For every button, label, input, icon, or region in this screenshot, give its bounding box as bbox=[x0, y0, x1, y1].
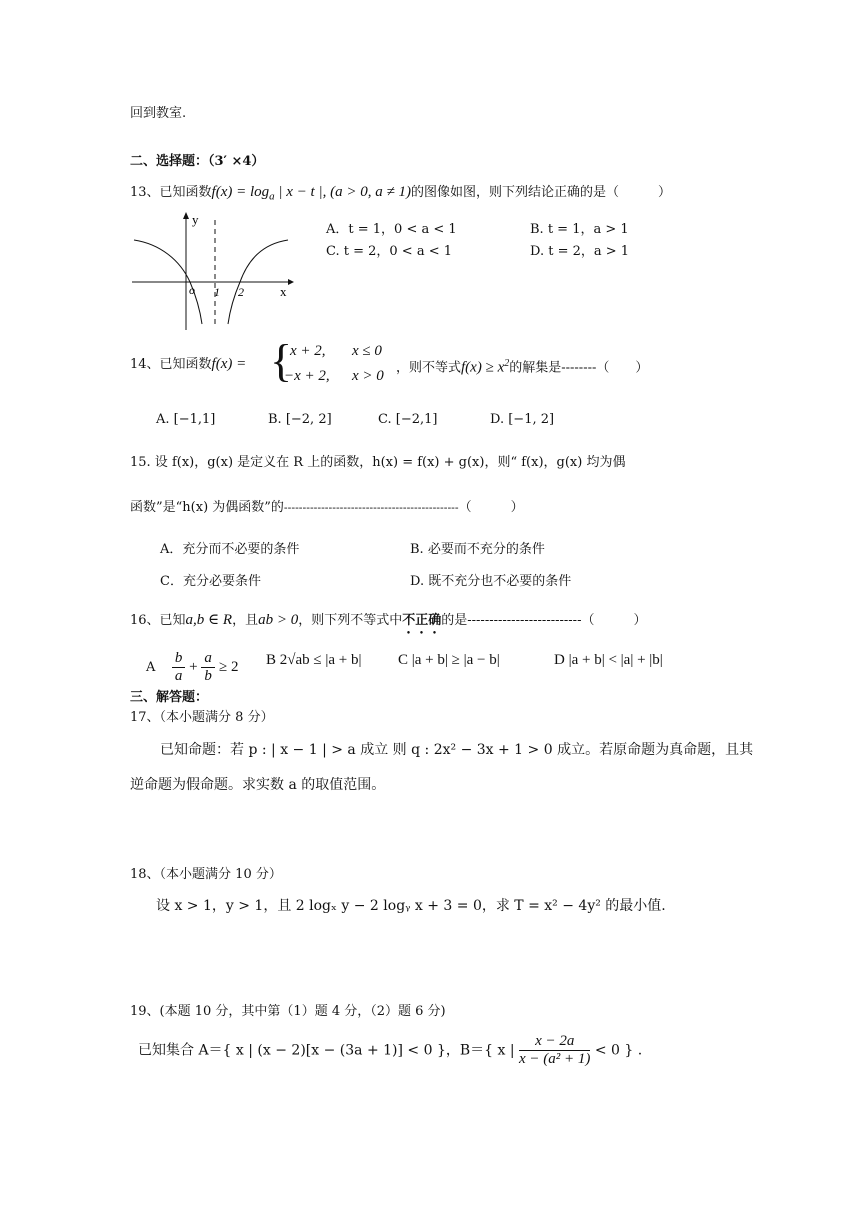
q15-line2-a: 函数”是“h(x) 为偶函数”的 bbox=[130, 500, 284, 515]
q16-emphasis: 不正确 bbox=[402, 613, 442, 628]
q14-rest bbox=[396, 354, 648, 378]
q13-prefix: 13、已知函数 bbox=[130, 185, 212, 200]
q16-cond: a,b ∈ R bbox=[185, 612, 233, 628]
q14-cond2: x > 0 bbox=[352, 368, 384, 384]
q13-graph bbox=[130, 210, 300, 334]
q16-option-c: C |a + b| ≥ |a − b| bbox=[398, 652, 500, 668]
section3-heading: 三、解答题： bbox=[130, 690, 209, 705]
q15-line2-b: （ ） bbox=[458, 500, 524, 515]
q19-frac-den: x − (a² + 1) bbox=[519, 1051, 591, 1067]
q13-formula2: | x − t |, (a > 0, a ≠ 1) bbox=[274, 184, 411, 200]
q14-ineq: f(x) ≥ x bbox=[461, 359, 505, 376]
q15-option-c: C．充分必要条件 bbox=[160, 574, 261, 589]
q14-fx: f(x) = bbox=[211, 356, 247, 372]
q14-option-c: C. [−2,1] bbox=[378, 412, 438, 427]
q18-line1: 设 x > 1，y > 1，且 2 logₓ y − 2 logᵧ x + 3 = 0，求 T = x² − 4y² 的最小值. bbox=[156, 898, 666, 914]
q13-option-a: A．t = 1，0 < a < 1 bbox=[326, 222, 457, 237]
q19-sets bbox=[138, 1033, 642, 1068]
q16-option-d: D |a + b| < |a| + |b| bbox=[554, 652, 663, 668]
q19-setA: 已知集合 A＝{ x | (x − 2)[x − (3a + 1)] < 0 }，B＝{ x | bbox=[138, 1042, 515, 1059]
q14-option-a: A. [−1,1] bbox=[156, 412, 216, 427]
q13-graph-tick-1: 1 bbox=[214, 285, 220, 299]
q13-graph-origin: o bbox=[189, 283, 195, 297]
q13-formula: f(x) = log bbox=[211, 184, 270, 200]
q13-formula-sub: a bbox=[269, 190, 275, 203]
q14-ineq-sup: 2 bbox=[504, 358, 510, 369]
q16-cond2: ab > 0 bbox=[258, 612, 299, 628]
q19-tail: < 0 } . bbox=[594, 1042, 643, 1059]
q14-case1: x + 2, bbox=[290, 343, 326, 359]
q15-option-a: A．充分而不必要的条件 bbox=[160, 542, 300, 557]
q15-option-b: B. 必要而不充分的条件 bbox=[410, 542, 545, 557]
q16-suffix: 的是--------------------------（ ） bbox=[441, 613, 647, 628]
q14-option-b: B. [−2, 2] bbox=[268, 412, 332, 427]
q15-line2 bbox=[130, 498, 524, 518]
q14-suffix: 的解集是--------（ ） bbox=[509, 360, 649, 376]
q13-graph-x-label: x bbox=[280, 284, 287, 299]
q17-line2: 逆命题为假命题。求实数 a 的取值范围。 bbox=[130, 777, 386, 793]
q16-mid2: ，则下列不等式中 bbox=[298, 613, 403, 628]
q14-prefix-wrap bbox=[130, 354, 246, 375]
q16-option-a-frac2: $\frac{a}{b}$ bbox=[201, 650, 215, 685]
q13-graph-tick-2: 2 bbox=[238, 285, 244, 299]
q16-option-a-label: A bbox=[146, 660, 156, 675]
q15-line1: 15. 设 f(x)，g(x) 是定义在 R 上的函数，h(x) = f(x) + g(x)，则“ f(x)，g(x) 均为偶 bbox=[130, 455, 626, 470]
q16-option-b: B 2√ab ≤ |a + b| bbox=[266, 652, 362, 668]
q13-option-c: C. t = 2，0 < a < 1 bbox=[326, 244, 453, 259]
q14-cond1: x ≤ 0 bbox=[352, 343, 382, 359]
q15-option-d: D. 既不充分也不必要的条件 bbox=[410, 574, 572, 589]
q16-mid: ，且 bbox=[232, 613, 259, 628]
q17-title: 17、（本小题满分 8 分） bbox=[130, 710, 274, 725]
q17-line1: 已知命题：若 p : | x − 1 | > a 成立 则 q : 2x² − 3x + 1 > 0 成立。若原命题为真命题，且其 bbox=[160, 742, 754, 758]
q13-stem bbox=[130, 182, 671, 207]
q14-prefix: 14、已知函数 bbox=[130, 357, 212, 372]
q19-fraction bbox=[519, 1033, 590, 1068]
intro-text: 回到教室. bbox=[130, 106, 187, 121]
q16-option-a-tail: ≥ 2 bbox=[219, 659, 239, 675]
q16-prefix: 16、已知 bbox=[130, 613, 186, 628]
q13-graph-y-label: y bbox=[192, 212, 199, 227]
q19-frac-num: x − 2a bbox=[519, 1033, 590, 1051]
q13-option-d: D. t = 2，a > 1 bbox=[530, 244, 630, 259]
q13-option-b: B. t = 1，a > 1 bbox=[530, 222, 629, 237]
q19-title: 19、(本题 10 分，其中第（1）题 4 分，（2）题 6 分) bbox=[130, 1004, 446, 1019]
q16-option-a: A $\frac{b}{a}$ + $\frac{a}{b}$ ≥ 2 bbox=[146, 650, 239, 684]
q14-brace: { bbox=[270, 335, 293, 386]
q14-option-d: D. [−1, 2] bbox=[490, 412, 555, 427]
q18-title: 18、（本小题满分 10 分） bbox=[130, 867, 282, 882]
q14-case2: −x + 2, bbox=[284, 368, 330, 384]
q16-stem bbox=[130, 610, 646, 637]
q13-suffix: 的图像如图，则下列结论正确的是（ ） bbox=[410, 185, 671, 200]
section2-heading: 二、选择题：（3′ ×4） bbox=[130, 154, 265, 169]
q16-option-a-frac1: $\frac{b}{a}$ bbox=[172, 650, 186, 685]
q14-mid: ，则不等式 bbox=[396, 360, 462, 376]
q15-dashes: ----------------------------------------------- bbox=[283, 501, 459, 514]
